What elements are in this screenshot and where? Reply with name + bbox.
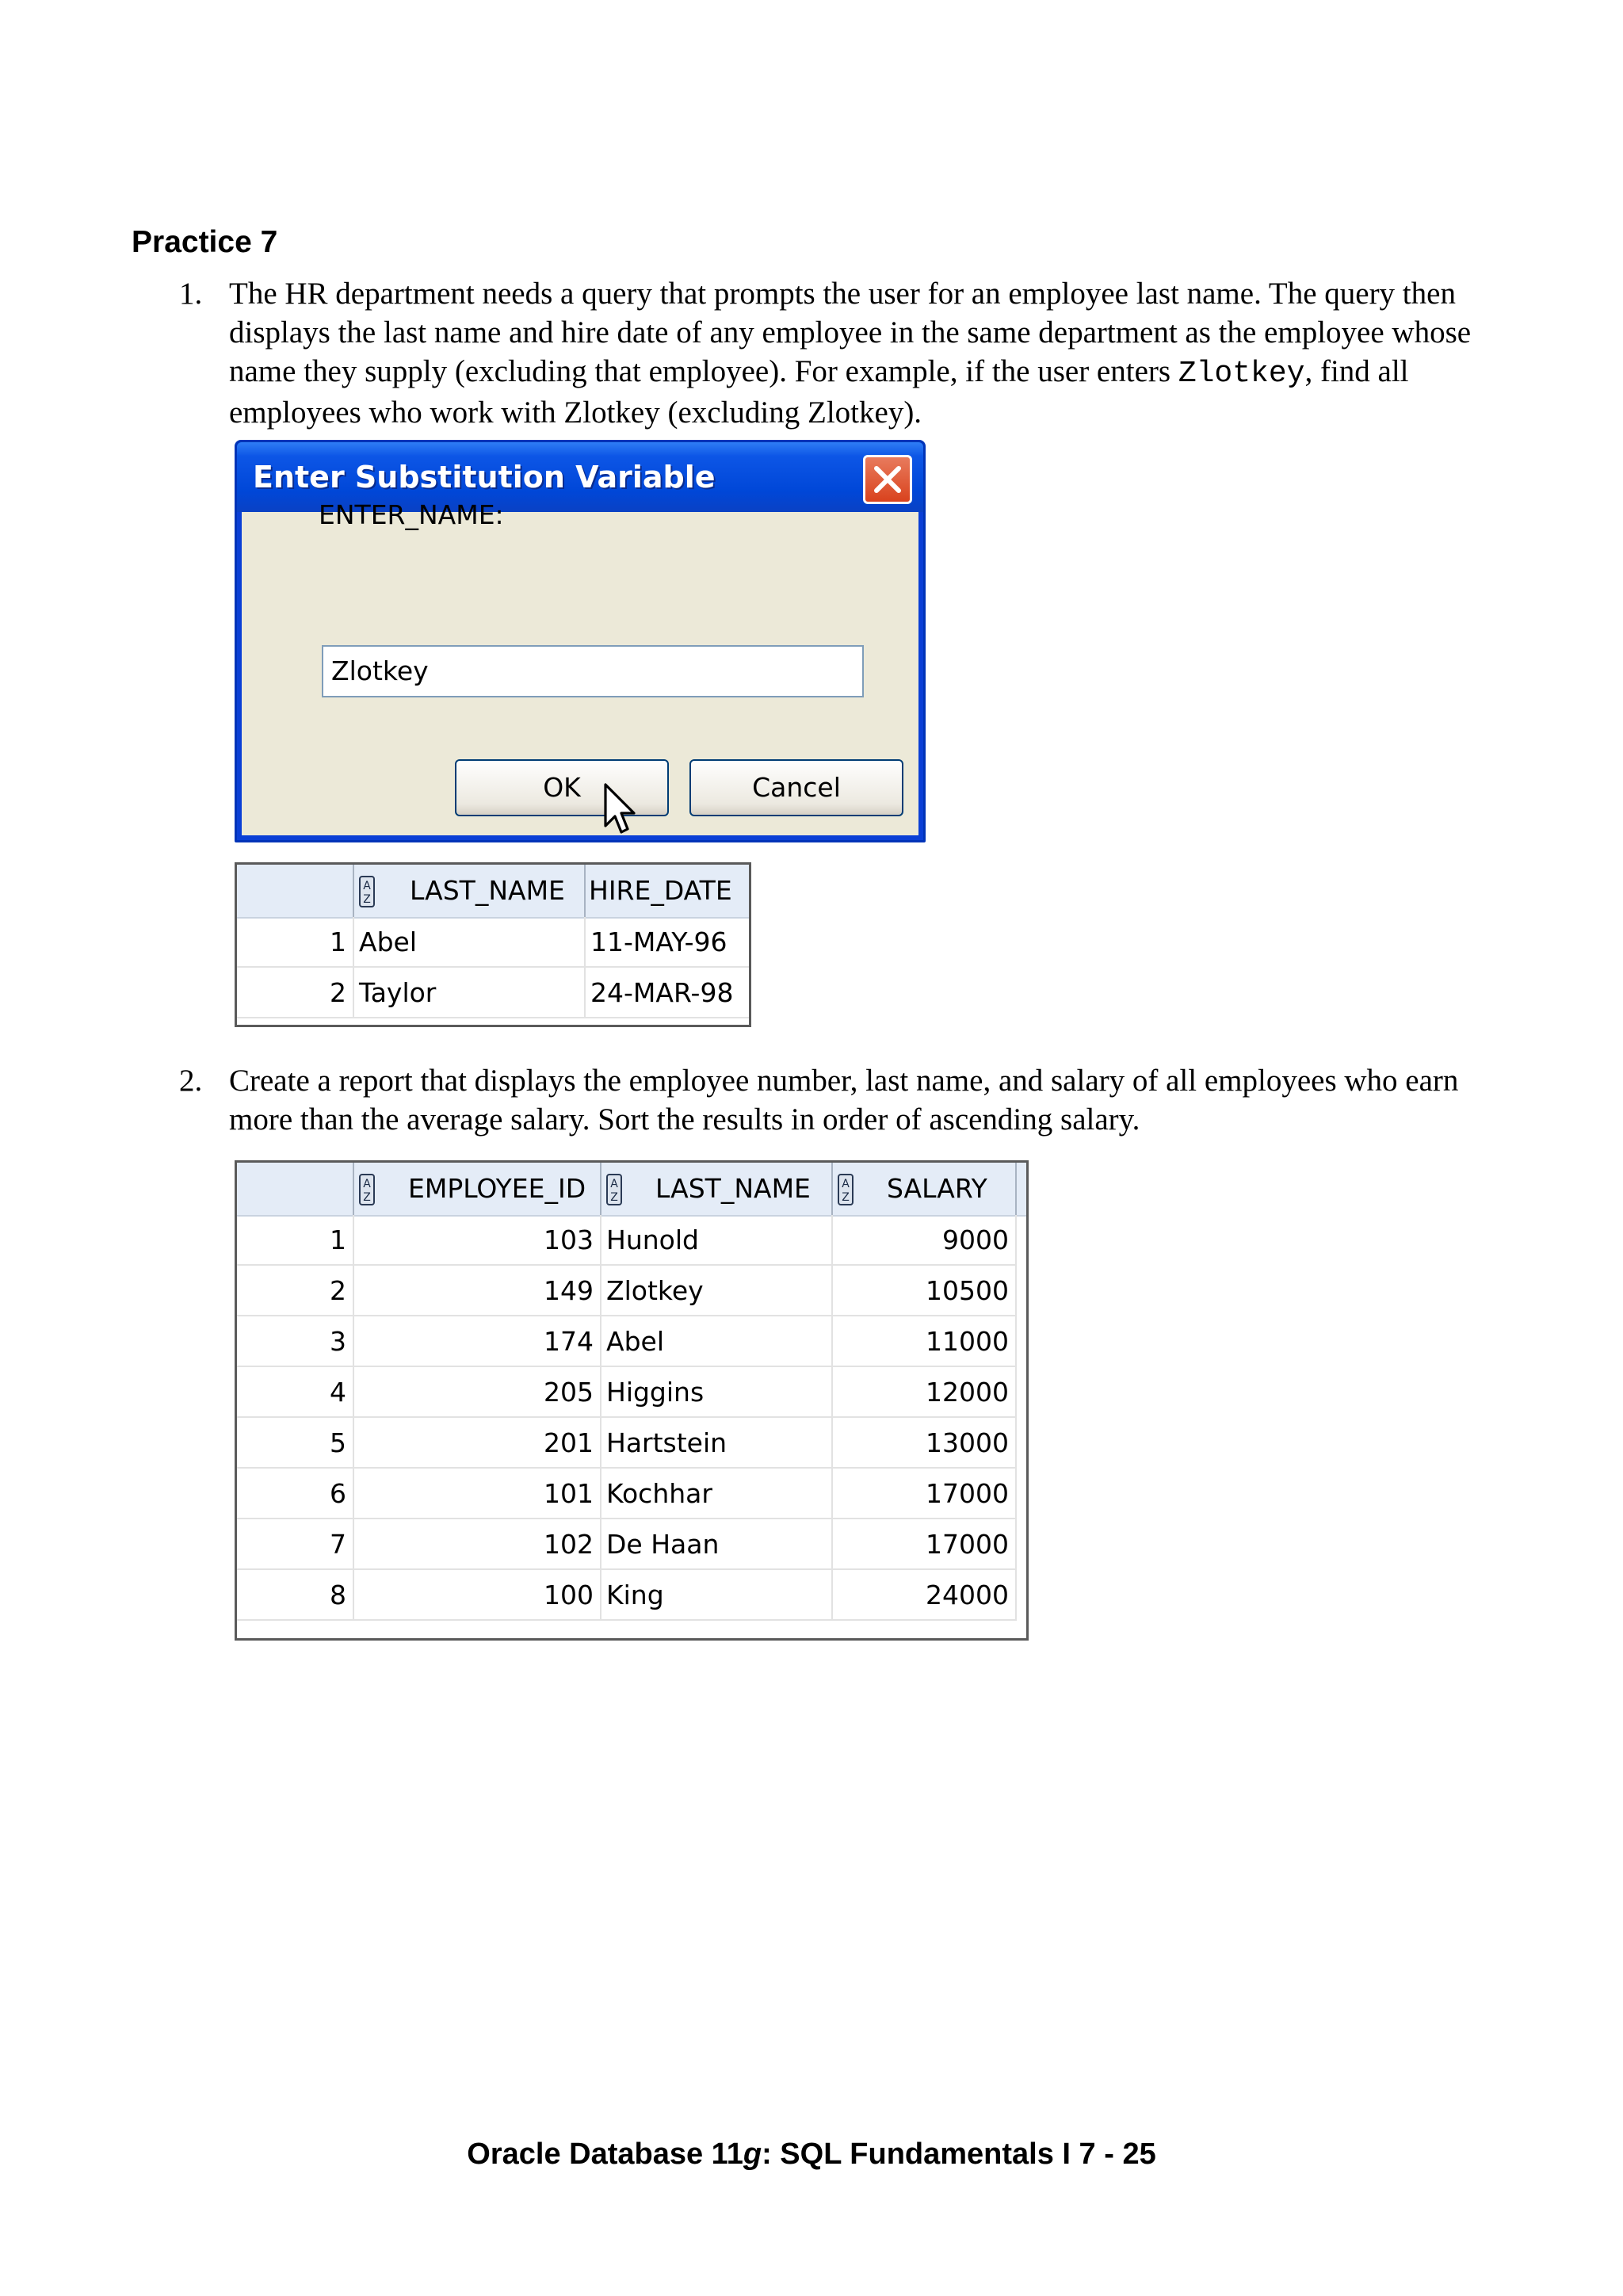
cell-last-name: Taylor xyxy=(354,968,586,1018)
svg-text:A: A xyxy=(363,1178,371,1190)
svg-text:Z: Z xyxy=(610,1191,618,1204)
cell-salary: 17000 xyxy=(833,1469,1017,1519)
cell-employee-id: 205 xyxy=(354,1367,601,1418)
row-number-header xyxy=(237,865,354,917)
cell-employee-id: 101 xyxy=(354,1469,601,1519)
cell-salary: 24000 xyxy=(833,1570,1017,1621)
cell-last-name: King xyxy=(601,1570,833,1621)
grid-1-header xyxy=(237,865,749,919)
question-1-text: The HR department needs a query that prompts the user for an employee last name. The query then displays the last name and hire date of any employee in the same department as the employee whose name they supply (excluding that employee). For example, if the user enters Zlotkey, find all employees who work with Zlotkey (excluding Zlotkey). xyxy=(229,277,1472,430)
cell-hire-date: 24-MAR-98 xyxy=(586,968,749,1018)
column-header-last-name[interactable]: A Z LAST_NAME xyxy=(354,865,586,917)
cell-salary: 12000 xyxy=(833,1367,1017,1418)
grid-2-header xyxy=(237,1163,1026,1217)
svg-text:A: A xyxy=(842,1178,850,1190)
row-number: 4 xyxy=(237,1367,354,1418)
column-header-salary[interactable]: A Z SALARY xyxy=(833,1163,1017,1215)
question-2-number: 2. xyxy=(179,1064,203,1098)
svg-text:Z: Z xyxy=(363,893,371,906)
row-number: 2 xyxy=(237,1266,354,1316)
cell-last-name: Abel xyxy=(601,1316,833,1367)
column-header-hire-date[interactable]: HIRE_DATE xyxy=(589,875,732,906)
row-number: 6 xyxy=(237,1469,354,1519)
cell-hire-date: 11-MAY-96 xyxy=(586,917,749,968)
row-number: 2 xyxy=(237,968,354,1018)
cell-salary: 9000 xyxy=(833,1215,1017,1266)
cell-last-name: Hunold xyxy=(601,1215,833,1266)
cancel-button[interactable]: Cancel xyxy=(689,759,903,816)
cell-last-name: De Haan xyxy=(601,1519,833,1570)
cell-last-name: Hartstein xyxy=(601,1418,833,1469)
question-1-number: 1. xyxy=(179,277,203,311)
column-header-last-name[interactable]: A Z LAST_NAME xyxy=(601,1163,833,1215)
cell-employee-id: 103 xyxy=(354,1215,601,1266)
svg-text:Z: Z xyxy=(363,1191,371,1204)
cell-salary: 11000 xyxy=(833,1316,1017,1367)
result-grid-1 xyxy=(235,862,751,1027)
svg-text:Z: Z xyxy=(842,1191,850,1204)
row-number: 1 xyxy=(237,1215,354,1266)
enter-name-input[interactable]: Zlotkey xyxy=(322,645,864,697)
row-number: 7 xyxy=(237,1519,354,1570)
page-footer: Oracle Database 11g: SQL Fundamentals I 7 - 25 xyxy=(467,2137,1156,2171)
sort-icon xyxy=(359,876,375,907)
cell-salary: 13000 xyxy=(833,1418,1017,1469)
row-number: 5 xyxy=(237,1418,354,1469)
sort-icon xyxy=(359,1174,375,1205)
cell-employee-id: 174 xyxy=(354,1316,601,1367)
sort-icon xyxy=(606,1174,622,1205)
row-number: 1 xyxy=(237,917,354,968)
svg-text:A: A xyxy=(363,880,371,892)
row-number: 8 xyxy=(237,1570,354,1621)
enter-name-label: ENTER_NAME: xyxy=(319,499,504,530)
cell-last-name: Zlotkey xyxy=(601,1266,833,1316)
code-zlotkey: Zlotkey xyxy=(1178,357,1305,391)
question-2-text: Create a report that displays the employee number, last name, and salary of all employees who earn more than the average salary. Sort the results in order of ascending salary. xyxy=(229,1064,1459,1137)
ok-button[interactable]: OK xyxy=(455,759,669,816)
cell-last-name: Abel xyxy=(354,917,586,968)
column-header-employee-id[interactable]: A Z EMPLOYEE_ID xyxy=(354,1163,601,1215)
mouse-cursor-icon xyxy=(604,783,639,839)
cell-employee-id: 102 xyxy=(354,1519,601,1570)
close-button[interactable] xyxy=(863,455,912,504)
svg-text:A: A xyxy=(610,1178,618,1190)
cell-employee-id: 149 xyxy=(354,1266,601,1316)
row-number: 3 xyxy=(237,1316,354,1367)
cell-salary: 10500 xyxy=(833,1266,1017,1316)
row-number-header xyxy=(237,1163,354,1215)
practice-heading: Practice 7 xyxy=(132,225,278,259)
sort-icon xyxy=(838,1174,854,1205)
cell-salary: 17000 xyxy=(833,1519,1017,1570)
cell-last-name: Kochhar xyxy=(601,1469,833,1519)
cell-employee-id: 201 xyxy=(354,1418,601,1469)
dialog-title: Enter Substitution Variable xyxy=(253,460,716,495)
cell-employee-id: 100 xyxy=(354,1570,601,1621)
close-icon xyxy=(873,464,903,495)
result-grid-2 xyxy=(235,1160,1029,1641)
cell-last-name: Higgins xyxy=(601,1367,833,1418)
